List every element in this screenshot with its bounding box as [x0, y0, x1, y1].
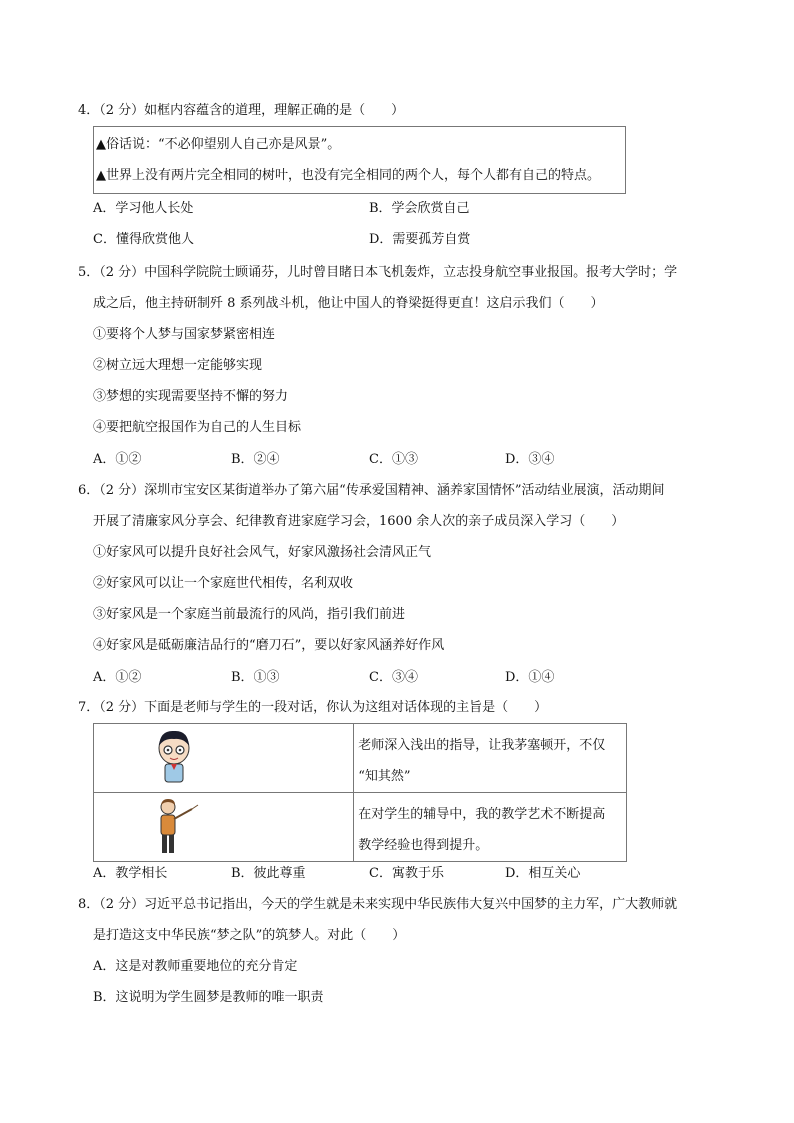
- q7-student-cell: [94, 724, 354, 793]
- q4-box-line-2: ▲世界上没有两片完全相同的树叶，也没有完全相同的两个人，每个人都有自己的特点。: [96, 168, 600, 183]
- q5-statement-2: ②树立远大理想一定能够实现: [93, 358, 263, 373]
- q8-stem-line-1: [78, 896, 677, 914]
- q4-option-d[interactable]: D．需要孤芳自赏: [369, 232, 471, 247]
- q8-option-b[interactable]: B．这说明为学生圆梦是教师的唯一职责: [93, 990, 324, 1005]
- q7-option-a[interactable]: A．教学相长: [93, 866, 168, 881]
- q6-option-c[interactable]: C．③④: [369, 670, 418, 685]
- q6-option-a[interactable]: A．①②: [93, 670, 142, 685]
- q5-statement-3: ③梦想的实现需要坚持不懈的努力: [93, 389, 289, 404]
- q4-quote-box: [93, 126, 626, 194]
- q5-stem-text-1: （2 分）中国科学院院士顾诵芬，儿时曾目睹日本飞机轰炸，立志投身航空事业报国。报考大学时；学: [99, 265, 678, 280]
- q5-option-a[interactable]: A．①②: [93, 452, 142, 467]
- q7-dialog-table: [93, 723, 627, 862]
- q4-stem-text: （2 分）如框内容蕴含的道理，理解正确的是（ ）: [99, 103, 405, 118]
- q6-stem-line-2: 开展了清廉家风分享会、纪律教育进家庭学习会，1600 余人次的亲子成员深入学习（ ）: [93, 514, 625, 529]
- q4-option-c[interactable]: C．懂得欣赏他人: [93, 232, 194, 247]
- teacher-figure-icon: [152, 797, 202, 857]
- q6-statement-2: ②好家风可以让一个家庭世代相传，名利双收: [93, 576, 354, 591]
- q5-statement-1: ①要将个人梦与国家梦紧密相连: [93, 327, 276, 342]
- q5-stem-line-1: [78, 264, 677, 282]
- q6-stem-line-1: [78, 482, 664, 500]
- q7-student-text-line-2: “知其然”: [358, 769, 411, 784]
- q7-stem-text: （2 分）下面是老师与学生的一段对话，你认为这组对话体现的主旨是（ ）: [99, 700, 548, 715]
- q6-number: 6．: [78, 483, 100, 498]
- q7-student-text-line-1: 老师深入浅出的指导，让我茅塞顿开，不仅: [358, 738, 606, 753]
- q5-option-b[interactable]: B．②④: [231, 452, 280, 467]
- q8-stem-line-2: 是打造这支中华民族“梦之队”的筑梦人。对此（ ）: [93, 928, 406, 943]
- q6-stem-text-1: （2 分）深圳市宝安区某街道举办了第六届“传承爱国精神、涵养家国情怀”活动结业展演，活动期间: [99, 483, 665, 498]
- q5-option-c[interactable]: C．①③: [369, 452, 418, 467]
- q5-stem-line-2: 成之后，他主持研制歼 8 系列战斗机，他让中国人的脊梁挺得更直！这启示我们（ ）: [93, 296, 604, 311]
- q4-option-b[interactable]: B．学会欣赏自己: [369, 201, 470, 216]
- q7-number: 7．: [78, 700, 100, 715]
- q6-statement-4: ④好家风是砥砺廉洁品行的“磨刀石”，要以好家风涵养好作风: [93, 638, 445, 653]
- student-figure-icon: [154, 728, 194, 786]
- q7-teacher-text: [354, 793, 627, 862]
- q8-number: 8．: [78, 897, 100, 912]
- q6-statement-1: ①好家风可以提升良好社会风气，好家风激扬社会清风正气: [93, 545, 432, 560]
- q7-teacher-text-line-2: 教学经验也得到提升。: [358, 838, 489, 853]
- q6-option-b[interactable]: B．①③: [231, 670, 280, 685]
- q8-option-a[interactable]: A．这是对教师重要地位的充分肯定: [93, 959, 298, 974]
- q7-teacher-text-line-1: 在对学生的辅导中，我的教学艺术不断提高: [358, 807, 606, 822]
- q5-option-d[interactable]: D．③④: [505, 452, 555, 467]
- q7-option-d[interactable]: D．相互关心: [505, 866, 581, 881]
- q4-box-line-1: ▲俗话说：“不必仰望别人自己亦是风景”。: [96, 137, 341, 152]
- q7-teacher-cell: [94, 793, 354, 862]
- q6-option-d[interactable]: D．①④: [505, 670, 555, 685]
- q8-stem-text-1: （2 分）习近平总书记指出，今天的学生就是未来实现中华民族伟大复兴中国梦的主力军，广大教师就: [99, 897, 678, 912]
- q7-student-text: [354, 724, 627, 793]
- q4-option-a[interactable]: A．学习他人长处: [93, 201, 194, 216]
- q5-statement-4: ④要把航空报国作为自己的人生目标: [93, 420, 302, 435]
- q5-number: 5．: [78, 265, 100, 280]
- q7-option-c[interactable]: C．寓教于乐: [369, 866, 444, 881]
- q4-stem: [78, 102, 404, 120]
- q7-stem: [78, 699, 547, 717]
- q4-number: 4．: [78, 103, 100, 118]
- q7-option-b[interactable]: B．彼此尊重: [231, 866, 306, 881]
- q6-statement-3: ③好家风是一个家庭当前最流行的风尚，指引我们前进: [93, 607, 406, 622]
